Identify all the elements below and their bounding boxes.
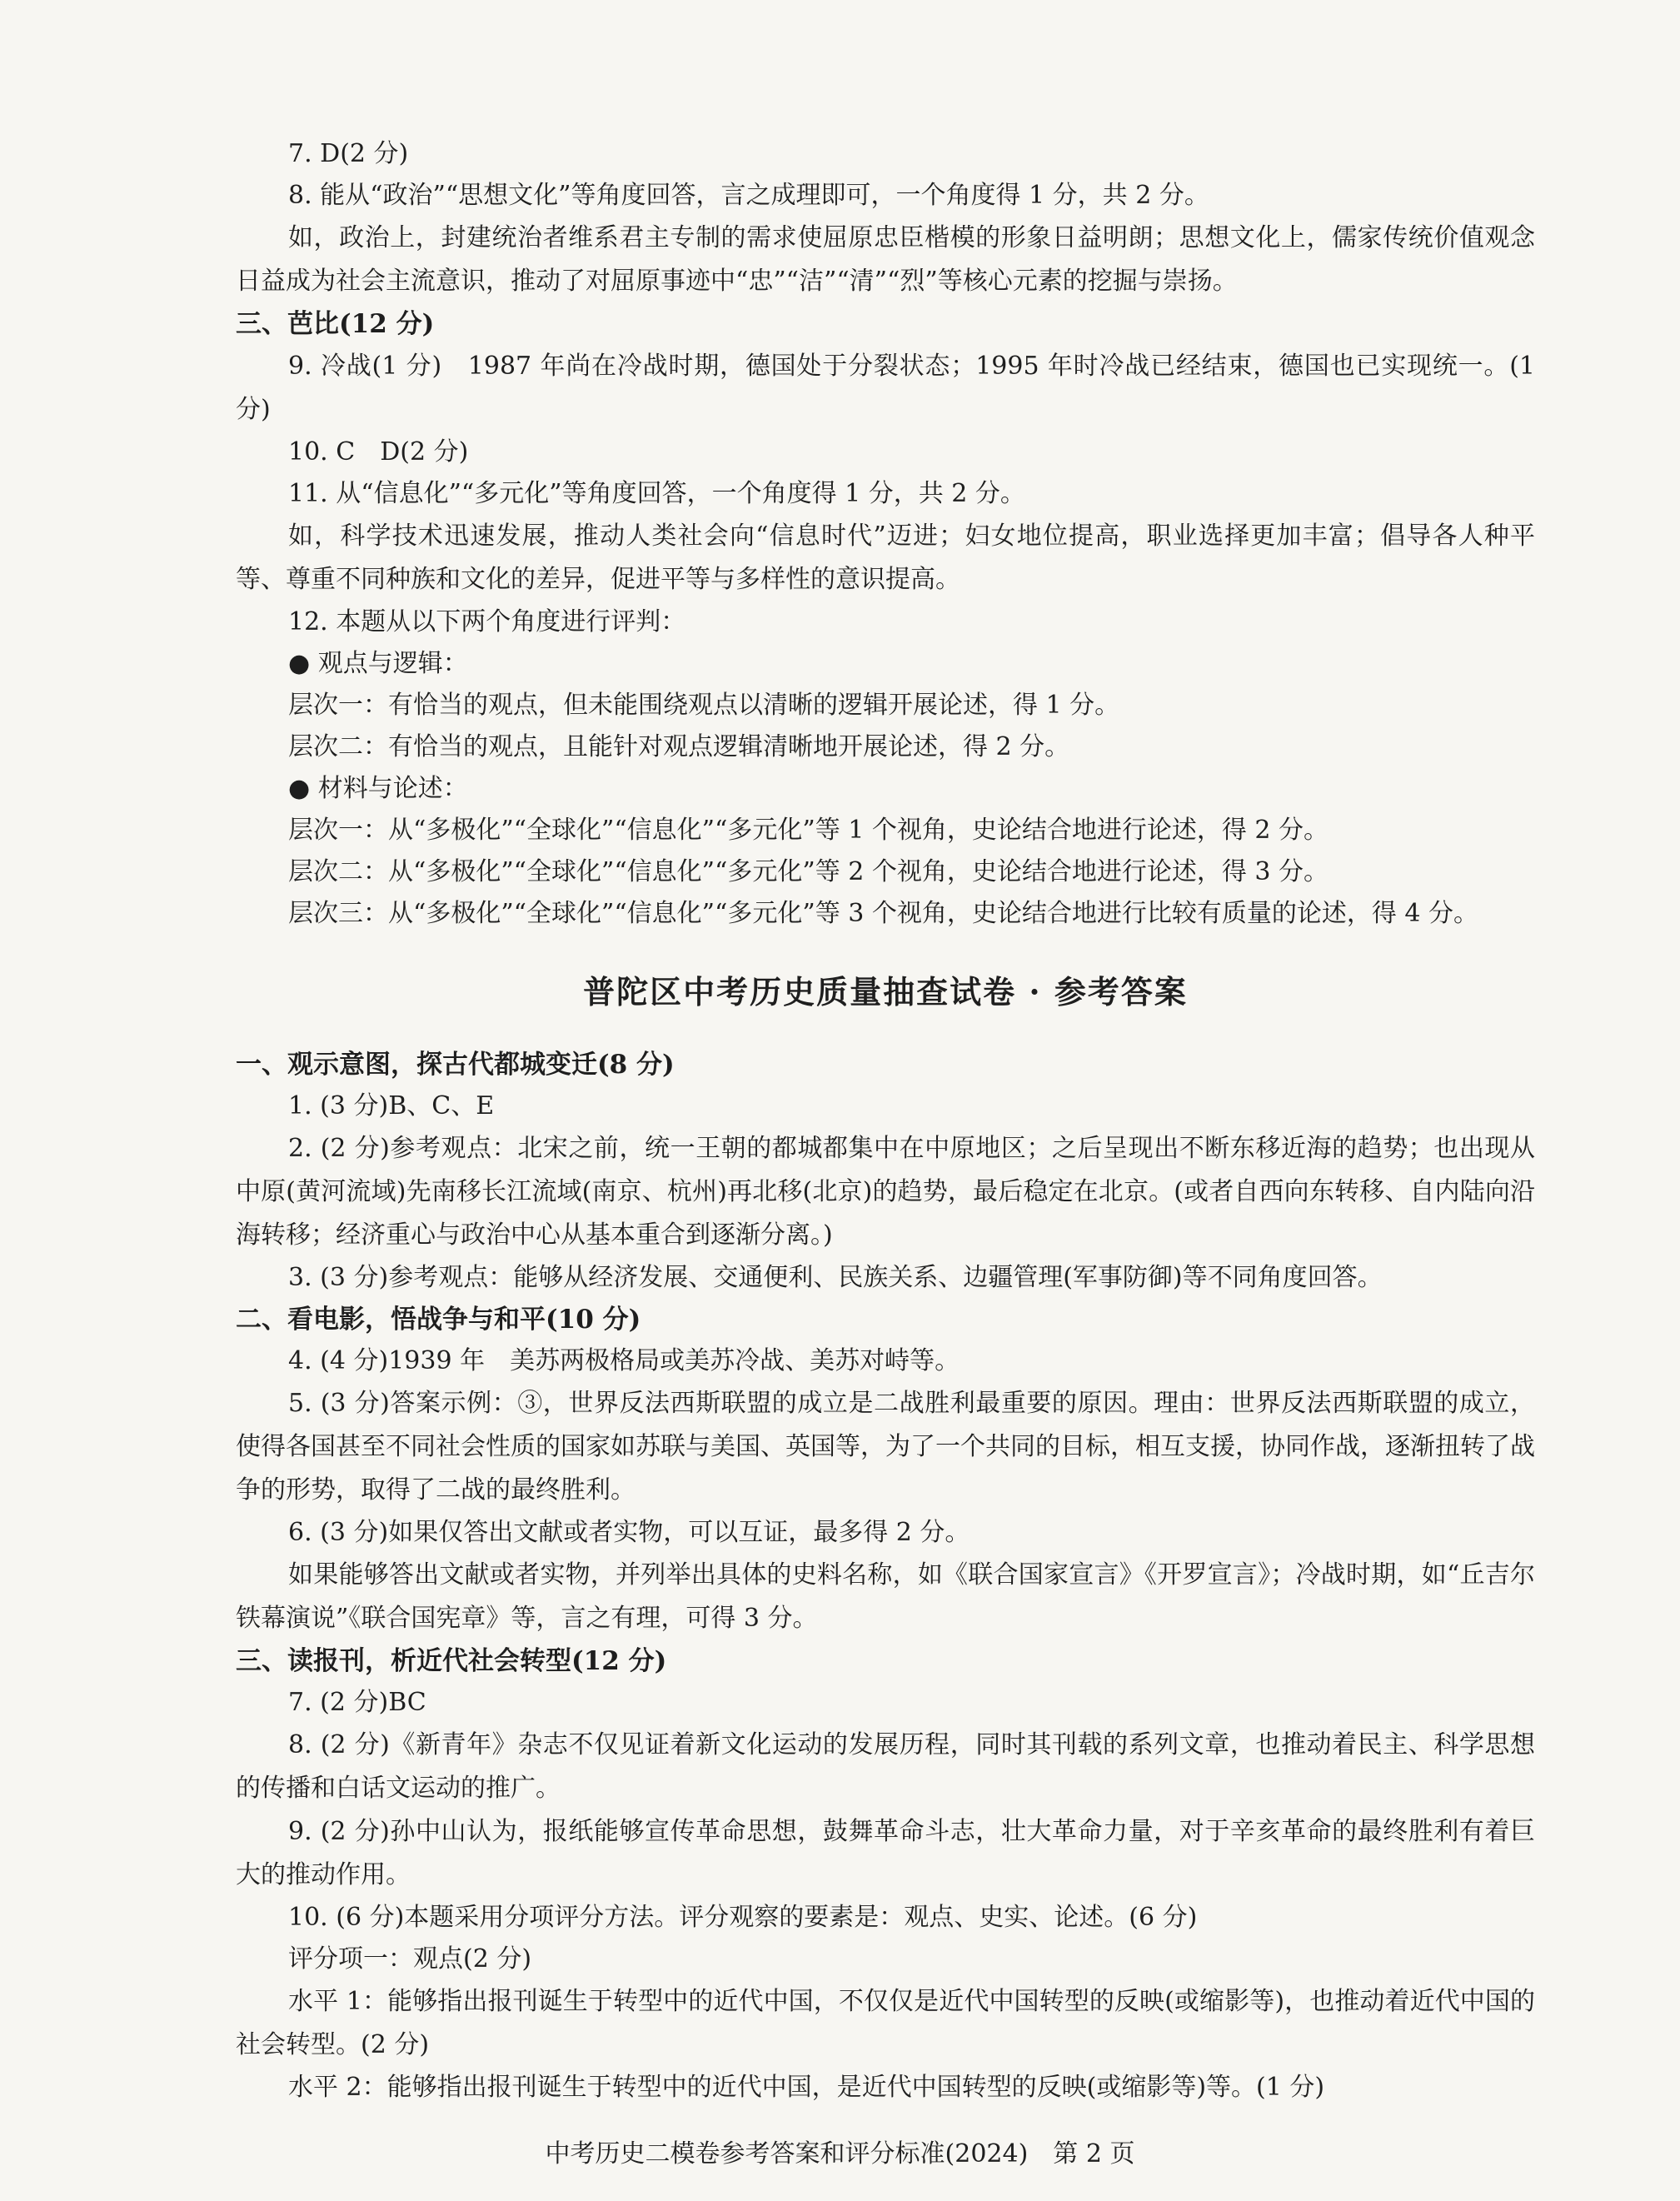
s1-answer-3: 3. (3 分)参考观点：能够从经济发展、交通便利、民族关系、边疆管理(军事防御)等不同角度回答。 [288, 1263, 1383, 1292]
s1-answer-2: 2. (2 分)参考观点：北宋之前，统一王朝的都城都集中在中原地区；之后呈现出不断东移近海的趋势；也出现从中原(黄河流域)先南移长江流域(南京、杭州)再北移(北京)的趋势，最后稳定在北京。(或者自西向东转移、自内陆向沿海转移；经济重心与政治中心从基本重合到逐渐分离。) [236, 1134, 1535, 1250]
s2-answer-5: 5. (3 分)答案示例：③，世界反法西斯联盟的成立是二战胜利最重要的原因。理由：世界反法西斯联盟的成立，使得各国甚至不同社会性质的国家如苏联与美国、英国等，为了一个共同的目标，相互支援，协同作战，逐渐扭转了战争的形势，取得了二战的最终胜利。 [236, 1389, 1535, 1505]
s2-answer-4: 4. (4 分)1939 年 美苏两极格局或美苏冷战、美苏对峙等。 [288, 1346, 960, 1375]
s3-level-2: 水平 2：能够指出报刊诞生于转型中的近代中国，是近代中国转型的反映(或缩影等)等。(1 分) [288, 2073, 1325, 2102]
s1-answer-1: 1. (3 分)B、C、E [288, 1091, 495, 1120]
answer-12: 12. 本题从以下两个角度进行评判： [288, 607, 686, 636]
page-title: 普陀区中考历史质量抽查试卷 · 参考答案 [583, 973, 1188, 1011]
criteria-viewpoint: ● 观点与逻辑： [288, 649, 468, 678]
section-heading-2: 二、看电影，悟战争与和平(10 分) [236, 1305, 641, 1335]
page-footer: 中考历史二模卷参考答案和评分标准(2024) 第 2 页 [545, 2139, 1135, 2169]
s3-answer-10: 10. (6 分)本题采用分项评分方法。评分观察的要素是：观点、史实、论述。(6 分) [288, 1903, 1198, 1932]
answer-8: 8. 能从“政治”“思想文化”等角度回答，言之成理即可，一个角度得 1 分，共 2 分。 [288, 181, 1209, 210]
s3-level-1: 水平 1：能够指出报刊诞生于转型中的近代中国，不仅仅是近代中国转型的反映(或缩影等)，也推动着近代中国的社会转型。(2 分) [236, 1987, 1535, 2059]
s3-scoring-item-1: 评分项一：观点(2 分) [288, 1944, 532, 1974]
material-level-2: 层次二：从“多极化”“全球化”“信息化”“多元化”等 2 个视角，史论结合地进行论述，得 3 分。 [288, 857, 1329, 886]
section-heading-1: 一、观示意图，探古代都城变迁(8 分) [236, 1050, 675, 1080]
answer-11: 11. 从“信息化”“多元化”等角度回答，一个角度得 1 分，共 2 分。 [288, 479, 1025, 508]
s3-answer-9: 9. (2 分)孙中山认为，报纸能够宣传革命思想，鼓舞革命斗志，壮大革命力量，对于辛亥革命的最终胜利有着巨大的推动作用。 [236, 1817, 1535, 1889]
s3-answer-7: 7. (2 分)BC [288, 1688, 426, 1717]
page-content [236, 133, 1535, 2109]
material-level-1: 层次一：从“多极化”“全球化”“信息化”“多元化”等 1 个视角，史论结合地进行论述，得 2 分。 [288, 816, 1329, 845]
material-level-3: 层次三：从“多极化”“全球化”“信息化”“多元化”等 3 个视角，史论结合地进行比较有质量的论述，得 4 分。 [288, 899, 1479, 928]
s2-answer-6-detail: 如果能够答出文献或者实物，并列举出具体的史料名称，如《联合国家宣言》《开罗宣言》；冷战时期，如“丘吉尔铁幕演说”《联合国宪章》等，言之有理，可得 3 分。 [236, 1560, 1535, 1633]
answer-10: 10. C D(2 分) [288, 437, 469, 467]
section-heading-barbie: 三、芭比(12 分) [236, 309, 435, 339]
s2-answer-6: 6. (3 分)如果仅答出文献或者实物，可以互证，最多得 2 分。 [288, 1518, 970, 1547]
section-heading-3: 三、读报刊，析近代社会转型(12 分) [236, 1646, 667, 1676]
level-2: 层次二：有恰当的观点，且能针对观点逻辑清晰地开展论述，得 2 分。 [288, 732, 1070, 761]
criteria-material: ● 材料与论述： [288, 774, 468, 803]
level-1: 层次一：有恰当的观点，但未能围绕观点以清晰的逻辑开展论述，得 1 分。 [288, 691, 1120, 720]
s3-answer-8: 8. (2 分)《新青年》杂志不仅见证着新文化运动的发展历程，同时其刊载的系列文章，也推动着民主、科学思想的传播和白话文运动的推广。 [236, 1730, 1535, 1803]
answer-7: 7. D(2 分) [288, 139, 409, 168]
answer-9: 9. 冷战(1 分) 1987 年尚在冷战时期，德国处于分裂状态；1995 年时冷战已经结束，德国也已实现统一。(1 分) [236, 352, 1535, 424]
answer-11-example: 如，科学技术迅速发展，推动人类社会向“信息时代”迈进；妇女地位提高，职业选择更加丰富；倡导各人种平等、尊重不同种族和文化的差异，促进平等与多样性的意识提高。 [236, 522, 1535, 594]
answer-8-example: 如，政治上，封建统治者维系君主专制的需求使屈原忠臣楷模的形象日益明朗；思想文化上，儒家传统价值观念日益成为社会主流意识，推动了对屈原事迹中“忠”“洁”“清”“烈”等核心元素的挖掘与崇扬。 [236, 223, 1535, 296]
